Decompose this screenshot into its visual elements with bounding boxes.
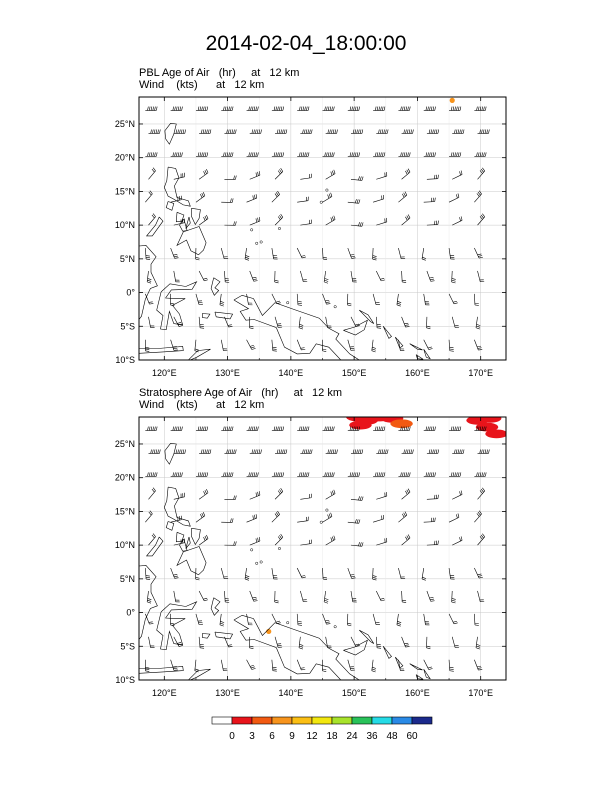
wind-barb bbox=[196, 614, 203, 625]
wind-barb bbox=[424, 427, 436, 431]
wind-barb bbox=[449, 614, 458, 624]
colorbar-swatch bbox=[232, 717, 252, 724]
wind-barb bbox=[221, 660, 227, 671]
panel1-title-line1: PBL Age of Air (hr) at 12 km bbox=[139, 67, 300, 79]
gridlines bbox=[133, 417, 513, 680]
lat-tick-label: 0° bbox=[126, 607, 135, 618]
wind-barb bbox=[474, 614, 479, 626]
lon-tick-label: 170°E bbox=[468, 368, 494, 378]
wind-barb bbox=[199, 489, 208, 499]
colorbar-label: 48 bbox=[386, 731, 398, 742]
wind-barb bbox=[397, 614, 401, 626]
lat-tick-label: 5°N bbox=[119, 573, 135, 584]
wind-barb bbox=[427, 541, 439, 546]
wind-barb bbox=[250, 537, 260, 545]
wind-barb bbox=[474, 568, 483, 578]
wind-barb bbox=[275, 591, 279, 603]
lon-tick-label: 160°E bbox=[405, 368, 430, 378]
wind-barb bbox=[373, 614, 380, 625]
lat-tick-label: 10°N bbox=[114, 540, 135, 551]
lon-tick-label: 120°E bbox=[151, 368, 177, 378]
colorbar bbox=[211, 716, 441, 755]
wind-barb bbox=[174, 539, 185, 545]
wind-barb bbox=[221, 472, 233, 476]
wind-barb bbox=[297, 614, 302, 626]
lon-tick-label: 140°E bbox=[278, 688, 304, 698]
wind-barb bbox=[275, 488, 283, 499]
wind-barb bbox=[452, 591, 456, 603]
wind-barb bbox=[373, 568, 377, 580]
wind-barb bbox=[297, 660, 305, 670]
wind-barb bbox=[275, 637, 282, 648]
wind-barb bbox=[148, 488, 155, 500]
wind-barb bbox=[326, 490, 335, 499]
wind-barb bbox=[323, 614, 331, 624]
wind-barb bbox=[275, 534, 283, 545]
wind-barb bbox=[199, 535, 208, 545]
wind-barb bbox=[402, 535, 410, 546]
wind-barb bbox=[398, 512, 406, 523]
wind-barb bbox=[376, 591, 385, 601]
wind-barb bbox=[272, 427, 284, 431]
wind-barb bbox=[351, 449, 363, 453]
wind-barb bbox=[376, 538, 387, 545]
wind-barb bbox=[452, 491, 462, 500]
wind-barb bbox=[326, 536, 335, 545]
lon-tick-label: 150°E bbox=[341, 368, 367, 378]
wind-barb bbox=[402, 449, 414, 453]
wind-barb bbox=[275, 449, 287, 453]
wind-barb bbox=[247, 660, 256, 670]
wind-barb bbox=[272, 511, 280, 522]
lat-tick-label: 20°N bbox=[114, 472, 135, 483]
wind-barb bbox=[452, 637, 459, 648]
wind-barb bbox=[376, 637, 381, 649]
axis-ticks bbox=[115, 417, 506, 698]
wind-barb bbox=[323, 568, 328, 580]
wind-barb bbox=[171, 427, 183, 431]
wind-barb bbox=[196, 427, 208, 431]
wind-barb bbox=[449, 427, 461, 431]
colorbar-label: 18 bbox=[326, 731, 338, 742]
wind-barb bbox=[145, 427, 157, 431]
age-of-air-patch bbox=[485, 429, 507, 438]
colorbar-swatch bbox=[372, 717, 392, 724]
wind-barb bbox=[272, 568, 278, 579]
wind-barb bbox=[449, 514, 459, 523]
wind-barb bbox=[474, 660, 482, 670]
wind-barb bbox=[478, 534, 485, 545]
age-of-air-shading bbox=[266, 413, 508, 634]
wind-barb bbox=[221, 518, 233, 522]
wind-barb bbox=[347, 614, 351, 626]
lat-tick-label: 10°N bbox=[114, 220, 135, 231]
wind-barb bbox=[427, 449, 439, 453]
wind-barb bbox=[199, 637, 204, 648]
wind-barb bbox=[170, 614, 174, 626]
wind-barb bbox=[452, 449, 464, 453]
wind-barb bbox=[174, 449, 186, 453]
wind-barb bbox=[427, 495, 439, 500]
wind-barb bbox=[373, 427, 385, 431]
lon-tick-label: 170°E bbox=[468, 688, 494, 698]
lon-tick-label: 150°E bbox=[341, 688, 367, 698]
lat-tick-label: 5°S bbox=[120, 321, 135, 332]
wind-barb bbox=[171, 568, 179, 578]
wind-barb bbox=[351, 542, 363, 546]
wind-barb bbox=[221, 427, 233, 431]
wind-barb bbox=[449, 472, 461, 476]
colorbar-swatch bbox=[392, 717, 412, 724]
wind-barb bbox=[147, 591, 151, 603]
wind-barb bbox=[272, 614, 281, 624]
wind-barb bbox=[145, 614, 153, 624]
wind-barb bbox=[299, 637, 303, 649]
wind-barb bbox=[402, 489, 410, 500]
lat-tick-label: 5°N bbox=[119, 253, 135, 264]
wind-barb bbox=[250, 449, 262, 453]
lon-tick-label: 120°E bbox=[151, 688, 177, 698]
colorbar-swatch bbox=[292, 717, 312, 724]
wind-barb bbox=[148, 534, 155, 546]
wind-barb bbox=[250, 637, 254, 649]
wind-barb bbox=[300, 591, 307, 602]
colorbar-label: 9 bbox=[289, 731, 295, 742]
wind-barb bbox=[376, 449, 388, 453]
figure-title: 2014-02-04_18:00:00 bbox=[205, 32, 407, 55]
lon-tick-label: 130°E bbox=[215, 368, 240, 378]
wind-barb bbox=[148, 449, 160, 453]
wind-barb bbox=[171, 472, 183, 476]
colorbar-label: 36 bbox=[366, 731, 378, 742]
colorbar-swatch bbox=[272, 717, 292, 724]
wind-barb bbox=[478, 449, 490, 453]
colorbar-swatch bbox=[312, 717, 332, 724]
wind-barb bbox=[247, 614, 253, 625]
wind-barb bbox=[250, 591, 258, 601]
wind-barb bbox=[224, 541, 236, 545]
wind-barb bbox=[221, 568, 228, 579]
wind-barb bbox=[297, 517, 308, 523]
wind-barb bbox=[174, 493, 185, 499]
colorbar-label: 24 bbox=[346, 731, 358, 742]
wind-barb bbox=[250, 491, 260, 499]
lat-tick-label: 10°S bbox=[115, 355, 135, 365]
wind-barb bbox=[272, 660, 277, 671]
wind-barb bbox=[422, 568, 426, 580]
wind-barb bbox=[424, 472, 436, 476]
wind-barb bbox=[174, 591, 180, 602]
lat-tick-label: 10°S bbox=[115, 675, 135, 685]
lat-tick-label: 5°S bbox=[120, 641, 135, 652]
wind-barb bbox=[424, 660, 433, 670]
panel2-title-line1: Stratosphere Age of Air (hr) at 12 km bbox=[139, 387, 342, 399]
lat-tick-label: 25°N bbox=[114, 118, 135, 129]
wind-barb bbox=[398, 472, 410, 476]
wind-barb bbox=[348, 660, 355, 671]
wind-barb bbox=[297, 472, 309, 476]
wind-barb bbox=[402, 637, 410, 647]
colorbar-label: 0 bbox=[229, 731, 235, 742]
wind-barb bbox=[476, 637, 480, 649]
colorbar-swatch bbox=[212, 717, 232, 724]
wind-barb bbox=[247, 472, 259, 476]
wind-barb bbox=[449, 568, 455, 579]
wind-barb bbox=[195, 660, 199, 672]
wind-barb bbox=[372, 660, 376, 672]
wind-barb bbox=[247, 514, 257, 522]
wind-barb bbox=[323, 472, 335, 476]
age-of-air-patch bbox=[266, 629, 271, 634]
wind-barb bbox=[398, 568, 405, 579]
wind-barb bbox=[424, 518, 436, 523]
colorbar-label: 12 bbox=[306, 731, 318, 742]
wind-barb bbox=[247, 427, 259, 431]
wind-barb bbox=[171, 516, 182, 522]
wind-barb bbox=[145, 511, 152, 523]
wind-barb bbox=[452, 536, 462, 545]
wind-barb bbox=[373, 472, 385, 476]
wind-barb bbox=[297, 427, 309, 431]
wind-barb bbox=[224, 591, 229, 603]
wind-barb bbox=[474, 472, 486, 476]
wind-barb bbox=[427, 637, 431, 649]
colorbar-swatch bbox=[332, 717, 352, 724]
wind-barb bbox=[145, 472, 157, 476]
wind-barb bbox=[300, 449, 312, 453]
colorbar-swatch bbox=[352, 717, 372, 724]
wind-barb bbox=[427, 591, 435, 601]
wind-barb bbox=[324, 591, 328, 603]
colorbar-label: 60 bbox=[406, 731, 418, 742]
lon-tick-label: 160°E bbox=[405, 688, 430, 698]
wind-barbs bbox=[145, 427, 489, 672]
wind-barb bbox=[323, 427, 335, 431]
wind-barb bbox=[196, 512, 205, 522]
wind-barb bbox=[449, 660, 454, 672]
wind-barb bbox=[300, 540, 311, 546]
colorbar-label: 3 bbox=[249, 731, 255, 742]
age-of-air-patch bbox=[479, 414, 501, 423]
wind-barb bbox=[326, 449, 338, 453]
colorbar-swatch bbox=[412, 717, 432, 724]
wind-barb bbox=[224, 496, 236, 500]
wind-barb bbox=[171, 660, 178, 671]
wind-barb bbox=[323, 513, 332, 522]
wind-barb bbox=[402, 591, 407, 603]
lat-tick-label: 0° bbox=[126, 287, 135, 298]
lon-tick-label: 130°E bbox=[215, 688, 240, 698]
panel1-title-line2: Wind (kts) at 12 km bbox=[139, 79, 265, 91]
age-of-air-patch bbox=[349, 421, 371, 430]
wind-barb bbox=[351, 591, 357, 602]
lat-tick-label: 25°N bbox=[114, 438, 135, 449]
wind-barb bbox=[145, 660, 149, 672]
lat-tick-label: 15°N bbox=[114, 186, 135, 197]
wind-barb bbox=[199, 449, 211, 453]
lat-tick-label: 20°N bbox=[114, 152, 135, 163]
wind-barb bbox=[373, 515, 384, 522]
wind-barb bbox=[300, 494, 311, 500]
lat-tick-label: 15°N bbox=[114, 506, 135, 517]
wind-barb bbox=[424, 614, 430, 625]
colorbar-graphic bbox=[211, 716, 441, 750]
wind-barb bbox=[196, 472, 208, 476]
wind-barb bbox=[297, 568, 306, 578]
colorbar-swatch bbox=[252, 717, 272, 724]
wind-barb bbox=[220, 614, 224, 626]
wind-barb bbox=[376, 492, 387, 499]
lon-tick-label: 140°E bbox=[278, 368, 304, 378]
colorbar-label: 6 bbox=[269, 731, 275, 742]
wind-barb bbox=[272, 472, 284, 476]
wind-barb bbox=[348, 472, 360, 476]
wind-barb bbox=[199, 591, 208, 601]
wind-barb bbox=[245, 568, 249, 580]
wind-barb bbox=[224, 449, 236, 453]
wind-barb bbox=[478, 488, 485, 499]
wind-barb bbox=[351, 496, 363, 500]
wind-barb bbox=[145, 568, 150, 580]
panel2-title-line2: Wind (kts) at 12 km bbox=[139, 399, 265, 411]
